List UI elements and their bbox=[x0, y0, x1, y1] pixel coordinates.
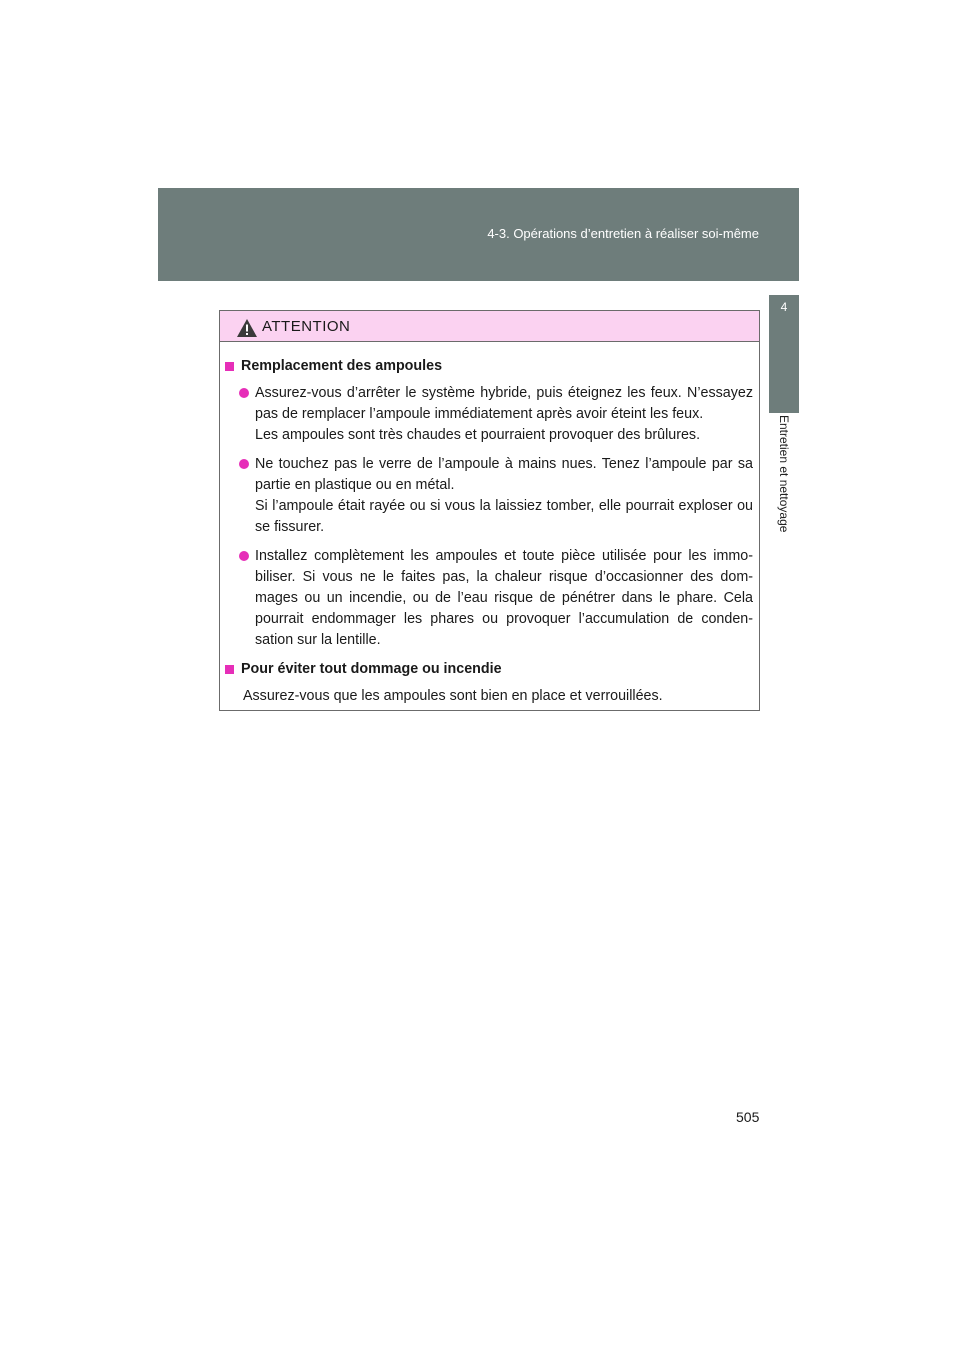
bullet-text: Ne touchez pas le verre de l’ampoule à mains nues. Tenez l’ampoule par sa partie en plastique ou en métal. bbox=[255, 456, 753, 493]
square-bullet-icon bbox=[225, 362, 234, 371]
round-bullet-icon bbox=[239, 551, 249, 561]
section-text: Assurez-vous que les ampoules sont bien en place et verrouillées. bbox=[243, 688, 663, 704]
section-heading: Pour éviter tout dommage ou incendie bbox=[225, 659, 753, 680]
list-item bbox=[239, 454, 753, 538]
chapter-title: Entretien et nettoyage bbox=[777, 415, 791, 533]
list-item bbox=[239, 383, 753, 446]
list-item bbox=[239, 546, 753, 651]
side-tab bbox=[769, 281, 799, 1358]
page-number: 505 bbox=[736, 1109, 760, 1125]
section-title: 4-3. Opérations d’entretien à réaliser soi-même bbox=[487, 226, 759, 241]
caution-header bbox=[220, 311, 759, 342]
caution-content bbox=[220, 342, 759, 707]
round-bullet-icon bbox=[239, 459, 249, 469]
chapter-title-tab bbox=[769, 415, 799, 855]
warning-triangle-icon bbox=[236, 318, 258, 338]
bullet-text: Assurez-vous d’arrêter le système hybride, puis éteignez les feux. N’essayez pas de remplacer l’ampoule immédiatement après avoir éteint les feux. bbox=[255, 385, 753, 422]
caution-title: ATTENTION bbox=[262, 318, 351, 335]
caution-box bbox=[219, 310, 760, 711]
section-heading: Remplacement des ampoules bbox=[225, 356, 753, 377]
bullet-text: Les ampoules sont très chaudes et pourraient provoquer des brûlures. bbox=[255, 427, 701, 443]
square-bullet-icon bbox=[225, 665, 234, 674]
bullet-text: Installez complètement les ampoules et toute pièce utilisée pour les immo-biliser. Si vous ne le faites pas, la chaleur risque d’occasionner des dom-mages ou un incendie, ou de l’eau risque de pénétrer dans le phare. Cela pourrait endommager les phares ou provoquer l’accumulation de conden-sation sur la lentille. bbox=[255, 548, 753, 648]
chapter-number-tab bbox=[769, 295, 799, 413]
chapter-number: 4 bbox=[780, 300, 788, 314]
bullet-text: Si l’ampoule était rayée ou si vous la laissiez tomber, elle pourrait exploser ou se fissurer. bbox=[255, 498, 753, 535]
header-band bbox=[158, 188, 799, 281]
round-bullet-icon bbox=[239, 388, 249, 398]
